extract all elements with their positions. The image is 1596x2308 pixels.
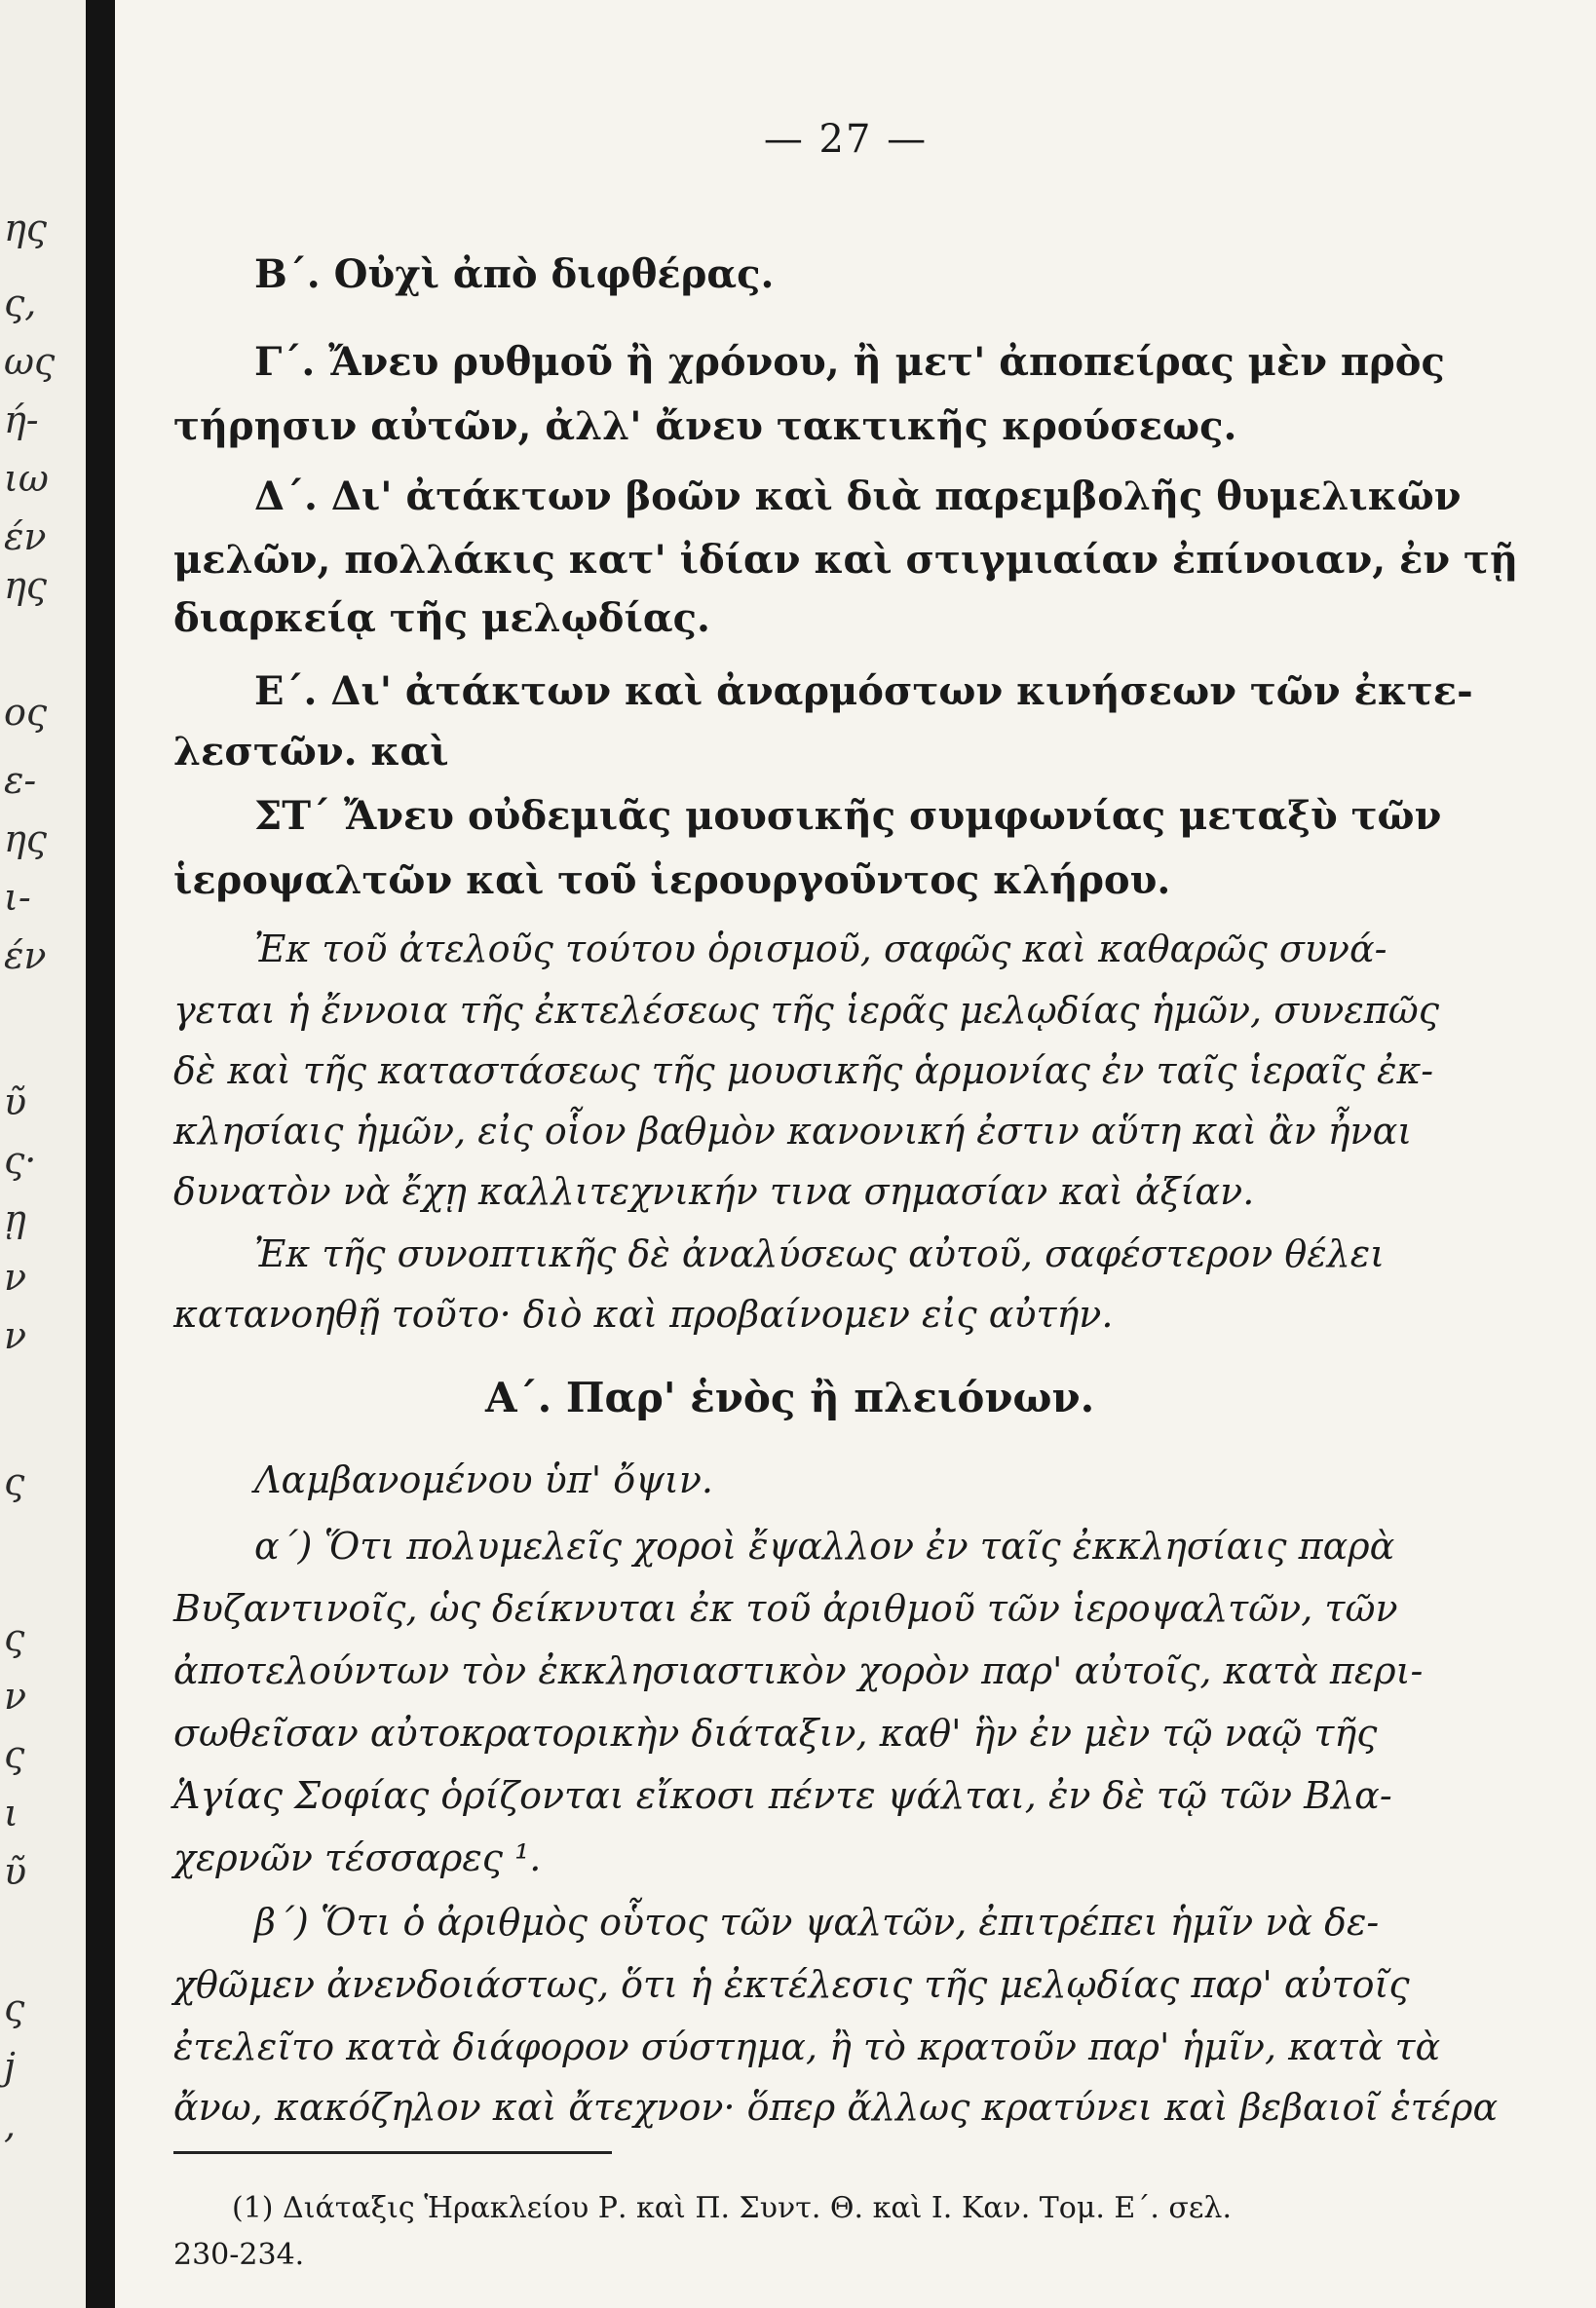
paragraph-line: κλησίαις ἡμῶν, εἰς οἷον βαθμὸν κανονική ἐστιν αὕτη καὶ ἂν ἦναι xyxy=(173,1110,1413,1153)
margin-fragment: ε- xyxy=(4,759,37,802)
list-item-d: Δ΄. Δι' ἀτάκτων βοῶν καὶ διὰ παρεμβολῆς θυμελικῶν xyxy=(254,473,1462,519)
point-a-line: σωθεῖσαν αὐτοκρατορικὴν διάταξιν, καθ' ἣν ἐν μὲν τῷ ναῷ τῆς xyxy=(173,1712,1378,1755)
book-gutter xyxy=(86,0,115,2308)
paragraph-line: δὲ καὶ τῆς καταστάσεως τῆς μουσικῆς ἁρμονίας ἐν ταῖς ἱεραῖς ἐκ- xyxy=(173,1049,1434,1092)
footnote-line: 230-234. xyxy=(173,2238,305,2272)
point-a-line: Βυζαντινοῖς, ὡς δείκνυται ἐκ τοῦ ἀριθμοῦ τῶν ἱεροψαλτῶν, τῶν xyxy=(173,1587,1398,1630)
paragraph-line: Ἐκ τοῦ ἀτελοῦς τούτου ὁρισμοῦ, σαφῶς καὶ καθαρῶς συνά- xyxy=(254,927,1387,970)
margin-fragment: ν xyxy=(4,1314,27,1357)
margin-fragment: ς, xyxy=(4,282,37,324)
margin-fragment: ϳ xyxy=(4,2045,16,2088)
point-b-line: χθῶμεν ἀνενδοιάστως, ὅτι ἡ ἐκτέλεσις τῆς μελῳδίας παρ' αὐτοῖς xyxy=(173,1963,1410,2006)
margin-fragment: ῃ xyxy=(4,1197,26,1240)
margin-fragment: ῦ xyxy=(4,1080,27,1123)
margin-fragment: έν xyxy=(4,515,47,558)
paragraph-line: δυνατὸν νὰ ἔχῃ καλλιτεχνικήν τινα σημασίαν καὶ ἀξίαν. xyxy=(173,1170,1255,1213)
point-a-line: Ἁγίας Σοφίας ὁρίζονται εἴκοσι πέντε ψάλται, ἐν δὲ τῷ τῶν Βλα- xyxy=(173,1774,1392,1817)
margin-fragment: ς xyxy=(4,1616,25,1659)
list-item-g: Γ΄. Ἄνευ ρυθμοῦ ἢ χρόνου, ἢ μετ' ἀποπείρας μὲν πρὸς xyxy=(254,339,1445,385)
list-item-st-cont: ἱεροψαλτῶν καὶ τοῦ ἱερουργοῦντος κλήρου. xyxy=(173,857,1171,903)
margin-fragment: ν xyxy=(4,1256,27,1299)
paragraph-line: κατανοηθῇ τοῦτο· διὸ καὶ προβαίνομεν εἰς αὐτήν. xyxy=(173,1293,1114,1336)
margin-fragment: , xyxy=(4,2103,17,2146)
point-a-line: ἀποτελούντων τὸν ἐκκλησιαστικὸν χορὸν παρ' αὐτοῖς, κατὰ περι- xyxy=(173,1649,1424,1692)
point-b-line: ἐτελεῖτο κατὰ διάφορον σύστημα, ἢ τὸ κρατοῦν παρ' ἡμῖν, κατὰ τὰ xyxy=(173,2025,1441,2068)
point-b-line: β΄) Ὅτι ὁ ἀριθμὸς οὗτος τῶν ψαλτῶν, ἐπιτρέπει ἡμῖν νὰ δε- xyxy=(254,1901,1380,1944)
point-a-line: α΄) Ὅτι πολυμελεῖς χοροὶ ἔψαλλον ἐν ταῖς ἐκκλησίαις παρὰ xyxy=(254,1525,1395,1568)
point-b-line: ἄνω, κακόζηλον καὶ ἄτεχνον· ὅπερ ἄλλως κρατύνει καὶ βεβαιοῖ ἑτέρα xyxy=(173,2086,1499,2129)
margin-fragment: ή- xyxy=(4,398,39,441)
point-a-line: χερνῶν τέσσαρες ¹. xyxy=(173,1836,542,1879)
list-item-b: Β΄. Οὐχὶ ἀπὸ διφθέρας. xyxy=(254,251,775,297)
margin-fragment: ς xyxy=(4,1986,25,2029)
list-item-d-cont: διαρκείᾳ τῆς μελῳδίας. xyxy=(173,595,710,641)
margin-fragment: ως xyxy=(4,340,56,383)
list-item-g-cont: τήρησιν αὐτῶν, ἀλλ' ἄνευ τακτικῆς κρούσεως. xyxy=(173,403,1237,449)
margin-fragment: ης xyxy=(4,817,48,860)
paragraph-line: γεται ἡ ἔννοια τῆς ἐκτελέσεως τῆς ἱερᾶς μελῳδίας ἡμῶν, συνεπῶς xyxy=(173,989,1439,1032)
margin-fragment: ος xyxy=(4,691,48,734)
margin-fragment: ιω xyxy=(4,457,49,500)
page-number: — 27 — xyxy=(763,117,929,162)
list-item-e: Ε΄. Δι' ἀτάκτων καὶ ἀναρμόστων κινήσεων τῶν ἐκτε- xyxy=(254,668,1473,714)
margin-fragment: ης xyxy=(4,564,48,607)
margin-fragment: ι- xyxy=(4,876,31,919)
section-heading: Α΄. Παρ' ἑνὸς ἢ πλειόνων. xyxy=(485,1374,1095,1421)
footnote-rule xyxy=(173,2151,612,2154)
margin-fragment: ν xyxy=(4,1675,27,1718)
margin-fragment: ι xyxy=(4,1792,19,1835)
list-item-e-cont: λεστῶν. καὶ xyxy=(173,729,449,775)
margin-fragment: ς· xyxy=(4,1139,37,1182)
margin-fragment: ῦ xyxy=(4,1850,27,1893)
margin-fragment: ης xyxy=(4,207,48,249)
margin-fragment: έν xyxy=(4,934,47,977)
subtitle: Λαμβανομένου ὑπ' ὄψιν. xyxy=(254,1458,714,1501)
list-item-st: ΣΤ΄ Ἄνευ οὐδεμιᾶς μουσικῆς συμφωνίας μεταξὺ τῶν xyxy=(254,793,1442,839)
list-item-d-cont: μελῶν, πολλάκις κατ' ἰδίαν καὶ στιγμιαίαν ἐπίνοιαν, ἐν τῇ xyxy=(173,537,1519,583)
paragraph-line: Ἐκ τῆς συνοπτικῆς δὲ ἀναλύσεως αὐτοῦ, σαφέστερον θέλει xyxy=(254,1232,1386,1275)
margin-fragment: ς xyxy=(4,1733,25,1776)
margin-fragment: ς xyxy=(4,1460,25,1503)
footnote-line: (1) Διάταξις Ἡρακλείου Ρ. καὶ Π. Συντ. Θ. καὶ Ι. Καν. Τομ. Ε΄. σελ. xyxy=(232,2191,1232,2225)
book-page xyxy=(115,0,1596,2308)
